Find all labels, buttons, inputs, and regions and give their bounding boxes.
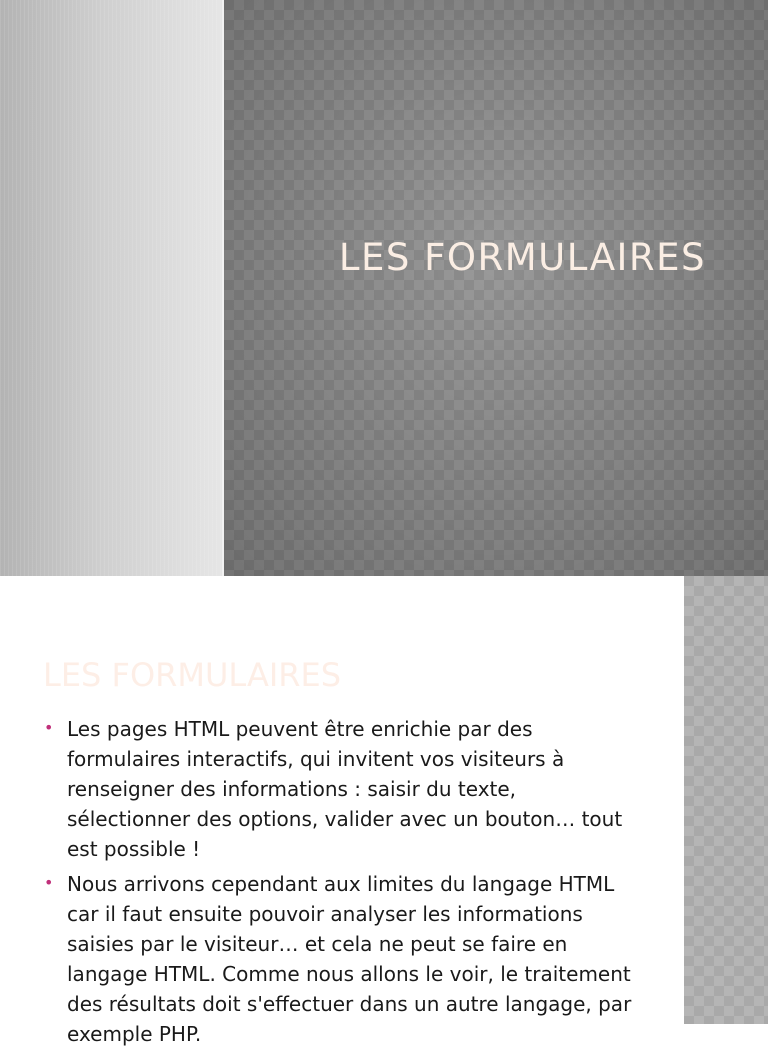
content-slide-heading: LES FORMULAIRES xyxy=(43,656,342,694)
title-slide-left-panel xyxy=(0,0,224,576)
content-slide-side-stripe xyxy=(684,576,768,1024)
content-slide xyxy=(0,576,768,1046)
bullet-item xyxy=(44,869,644,1049)
title-slide-right-panel xyxy=(224,0,768,576)
bullet-dot-icon: • xyxy=(44,873,54,892)
bullet-text: Nous arrivons cependant aux limites du langage HTML car il faut ensuite pouvoir analyser les informations saisies par le visiteur… et cela ne peut se faire en langage HTML. Comme nous allons le voir, le traitement des résultats doit s'effectuer dans un autre langage, par exemple PHP. xyxy=(67,872,632,1046)
title-slide-heading: LES FORMULAIRES xyxy=(338,236,706,279)
bullet-dot-icon: • xyxy=(44,718,54,737)
bullet-list xyxy=(44,714,644,1054)
bullet-text: Les pages HTML peuvent être enrichie par des formulaires interactifs, qui invitent vos visiteurs à renseigner des informations : saisir du texte, sélectionner des options, valider avec un bouton… tout est possible ! xyxy=(67,717,623,861)
bullet-item xyxy=(44,714,644,864)
